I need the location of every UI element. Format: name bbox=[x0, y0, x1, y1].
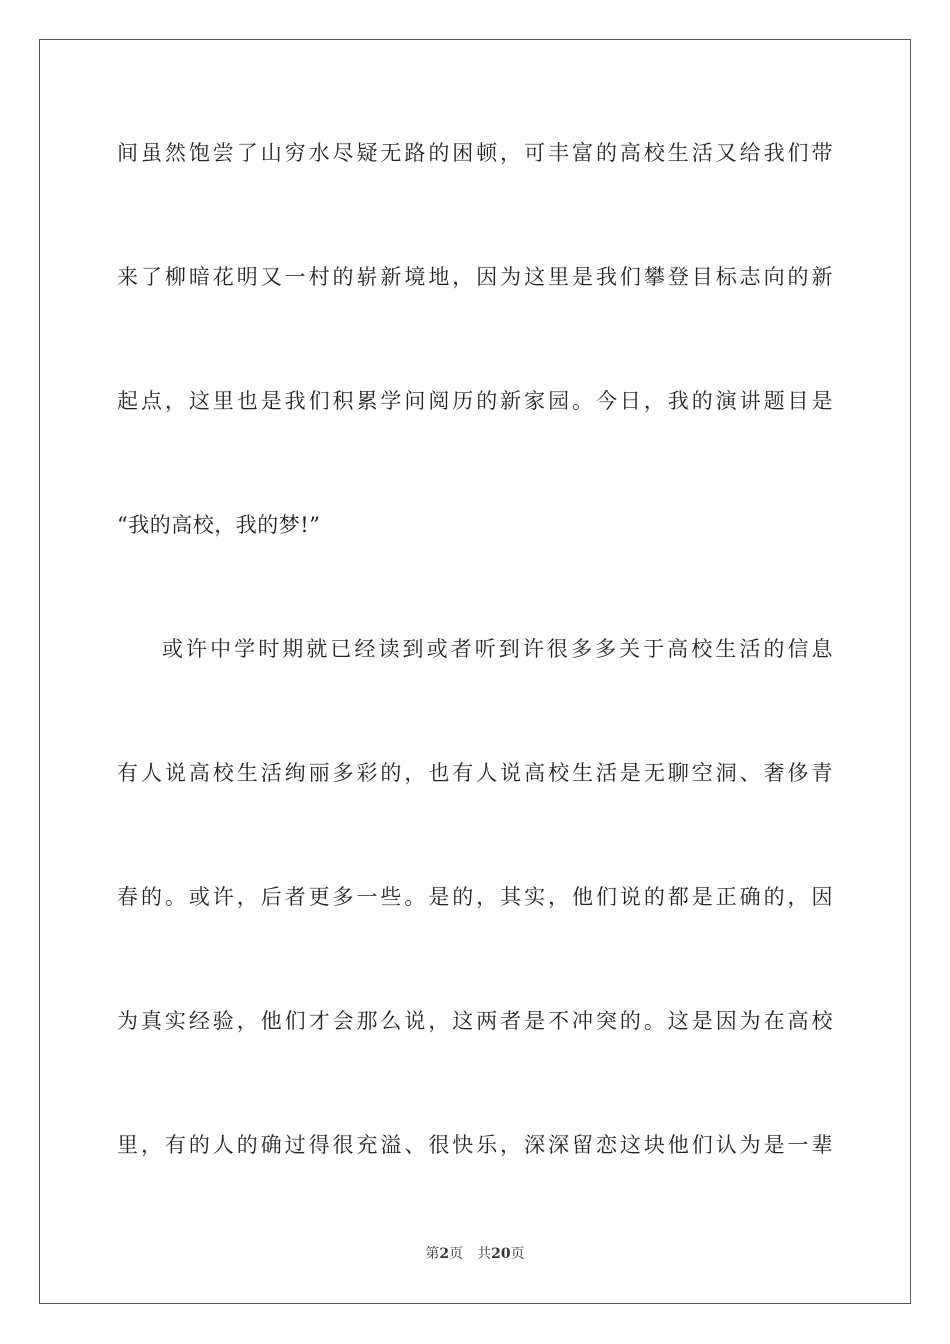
page-suffix: 页 bbox=[449, 1246, 464, 1262]
text-line-3: 起点，这里也是我们积累学问阅历的新家园。今日，我的演讲题目是 bbox=[117, 389, 833, 413]
total-suffix: 页 bbox=[510, 1246, 525, 1262]
text-line-4: “我的高校，我的梦!” bbox=[117, 513, 321, 537]
total-prefix: 共 bbox=[477, 1246, 492, 1262]
text-line-8: 为真实经验，他们才会那么说，这两者是不冲突的。这是因为在高校 bbox=[117, 1009, 833, 1033]
text-line-6: 有人说高校生活绚丽多彩的，也有人说高校生活是无聊空洞、奢侈青 bbox=[117, 761, 833, 785]
text-line-5: 或许中学时期就已经读到或者听到许很多多关于高校生活的信息 bbox=[162, 637, 833, 661]
page-prefix: 第 bbox=[425, 1246, 440, 1262]
page-footer bbox=[0, 1245, 950, 1263]
text-line-2: 来了柳暗花明又一村的崭新境地，因为这里是我们攀登目标志向的新 bbox=[117, 265, 833, 289]
text-line-7: 春的。或许，后者更多一些。是的，其实，他们说的都是正确的，因 bbox=[117, 885, 833, 909]
page-border bbox=[39, 39, 911, 1304]
text-line-9: 里，有的人的确过得很充溢、很快乐，深深留恋这块他们认为是一辈 bbox=[117, 1133, 833, 1157]
total-pages: 20 bbox=[491, 1246, 511, 1262]
text-line-1: 间虽然饱尝了山穷水尽疑无路的困顿，可丰富的高校生活又给我们带 bbox=[117, 141, 833, 165]
page-number: 2 bbox=[439, 1246, 450, 1262]
